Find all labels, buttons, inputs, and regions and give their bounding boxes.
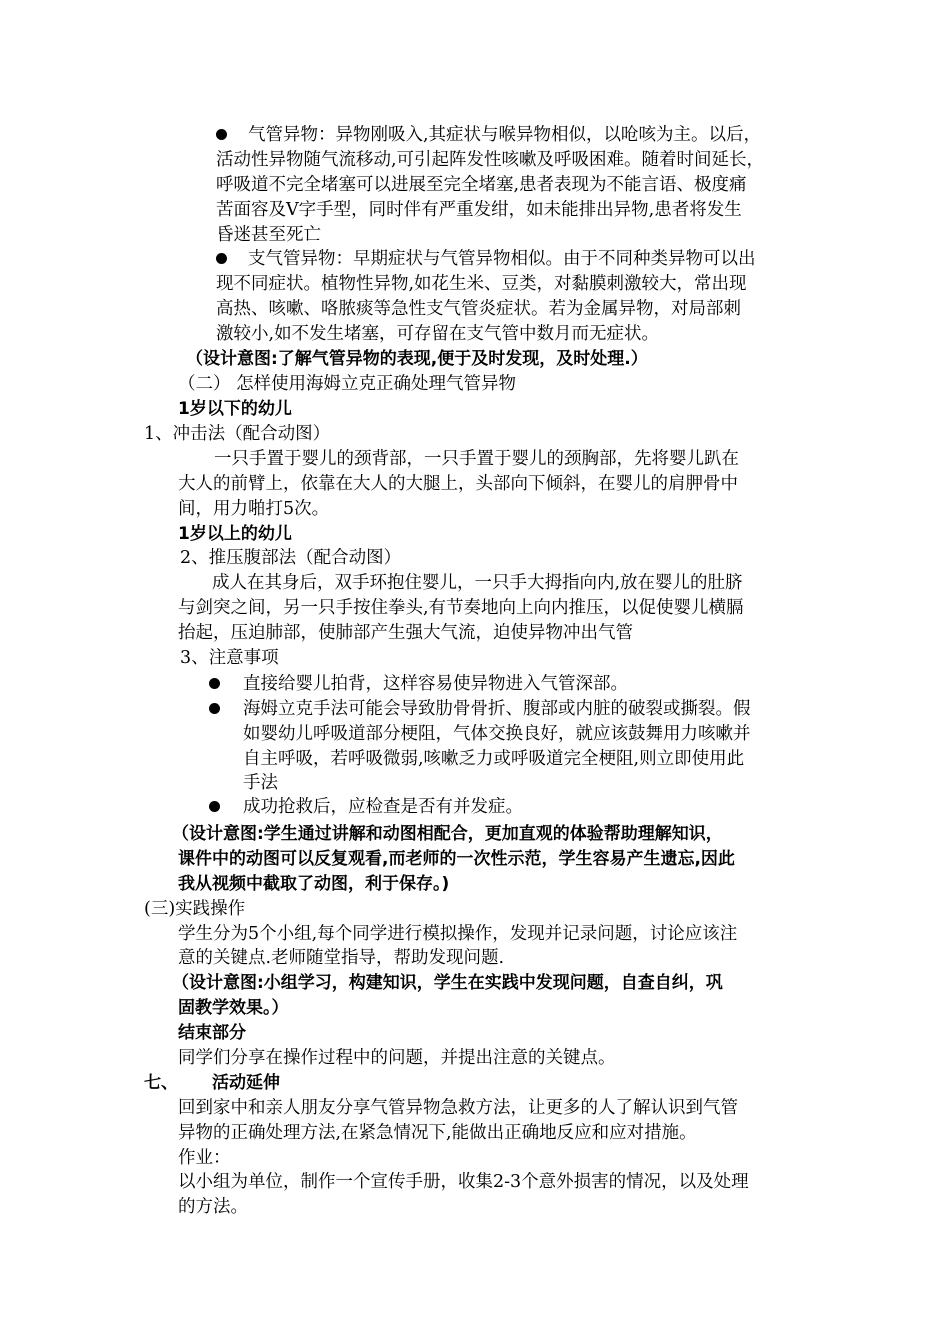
paragraph-line: 大人的前臂上，依靠在大人的大腿上，头部向下倾斜，在婴儿的肩胛骨中 <box>178 474 738 494</box>
paragraph-line: 苦面容及Ⅴ字手型，同时伴有严重发绀，如未能排出异物,患者将发生 <box>216 200 742 220</box>
design-intent-note: 课件中的动图可以反复观看,而老师的一次性示范，学生容易产生遗忘,因此 <box>178 849 735 869</box>
paragraph-line: 与剑突之间，另一只手按住拳头,有节奏地向上向内推压，以促使婴儿横膈 <box>178 598 744 618</box>
paragraph-line: 激较小,如不发生堵塞，可存留在支气管中数月而无症状。 <box>216 324 660 344</box>
bullet-icon <box>209 801 220 812</box>
paragraph-line: 支气管异物：早期症状与气管异物相似。由于不同种类异物可以出 <box>248 249 756 269</box>
paragraph-line: 成人在其身后，双手环抱住婴儿，一只手大拇指向内,放在婴儿的肚脐 <box>212 573 743 593</box>
paragraph-line: 现不同症状。植物性异物,如花生米、豆类，对黏膜刺激较大，常出现 <box>216 274 747 294</box>
design-intent-note: （设计意图:学生通过讲解和动图相配合，更加直观的体验帮助理解知识， <box>172 824 723 844</box>
paragraph-line: 同学们分享在操作过程中的问题，并提出注意的关键点。 <box>178 1048 616 1068</box>
subsection-heading: 1岁以上的幼儿 <box>178 524 292 544</box>
bullet-text: 海姆立克手法可能会导致肋骨骨折、腹部或内脏的破裂或撕裂。假 <box>243 699 751 719</box>
section-heading: 活动延伸 <box>212 1073 280 1093</box>
bullet-icon <box>216 129 227 140</box>
paragraph-line: 昏迷甚至死亡 <box>216 225 321 245</box>
paragraph-line: 活动性异物随气流移动,可引起阵发性咳嗽及呼吸困难。随着时间延长， <box>216 150 765 170</box>
item-heading: 1、冲击法（配合动图） <box>144 424 331 444</box>
paragraph-line: 间，用力啪打5次。 <box>178 499 330 519</box>
section-heading: （二） 怎样使用海姆立克正确处理气管异物 <box>178 374 517 394</box>
paragraph-line: 以小组为单位，制作一个宣传手册，收集2-3个意外损害的情况，以及处理 <box>178 1172 749 1192</box>
paragraph-line: 学生分为5个小组,每个同学进行模拟操作，发现并记录问题，讨论应该注 <box>178 924 738 944</box>
paragraph-line: 气管异物：异物刚吸入,其症状与喉异物相似，以呛咳为主。以后， <box>248 125 762 145</box>
bullet-icon <box>209 678 220 689</box>
design-intent-note: （设计意图:小组学习，构建知识，学生在实践中发现问题，自查自纠，巩 <box>172 973 723 993</box>
design-intent-note: （设计意图:了解气管异物的表现,便于及时发现，及时处理.） <box>186 349 648 369</box>
paragraph-line: 回到家中和亲人朋友分享气管异物急救方法，让更多的人了解认识到气管 <box>178 1098 738 1118</box>
bullet-icon <box>209 703 220 714</box>
section-number: 七、 <box>144 1073 178 1093</box>
design-intent-note: 固教学效果。） <box>178 998 289 1018</box>
bullet-text: 直接给婴儿拍背，这样容易使异物进入气管深部。 <box>243 674 628 694</box>
item-heading: 3、注意事项 <box>180 648 279 668</box>
paragraph-line: 高热、咳嗽、咯脓痰等急性支气管炎症状。若为金属异物，对局部刺 <box>216 299 741 319</box>
subsection-heading: 作业： <box>178 1148 231 1168</box>
item-heading: 2、推压腹部法（配合动图） <box>180 548 402 568</box>
paragraph-line: 的方法。 <box>178 1197 248 1217</box>
bullet-text: 自主呼吸，若呼吸微弱,咳嗽乏力或呼吸道完全梗阻,则立即使用此 <box>243 749 745 769</box>
bullet-text: 成功抢救后，应检查是否有并发症。 <box>243 797 523 817</box>
paragraph-line: 抬起，压迫肺部，使肺部产生强大气流，迫使异物冲出气管 <box>178 623 633 643</box>
section-heading: (三)实践操作 <box>144 899 246 919</box>
subsection-heading: 结束部分 <box>178 1023 246 1043</box>
bullet-text: 如婴幼儿呼吸道部分梗阻，气体交换良好，就应该鼓舞用力咳嗽并 <box>243 724 751 744</box>
paragraph-line: 意的关键点.老师随堂指导，帮助发现问题. <box>178 948 505 968</box>
subsection-heading: 1岁以下的幼儿 <box>178 399 292 419</box>
paragraph-line: 呼吸道不完全堵塞可以进展至完全堵塞,患者表现为不能言语、极度痛 <box>216 175 747 195</box>
paragraph-line: 一只手置于婴儿的颈背部，一只手置于婴儿的颈胸部，先将婴儿趴在 <box>214 449 739 469</box>
design-intent-note: 我从视频中截取了动图，利于保存。) <box>178 874 450 894</box>
paragraph-line: 异物的正确处理方法,在紧急情况下,能做出正确地反应和应对措施。 <box>178 1123 697 1143</box>
bullet-text: 手法 <box>243 773 278 793</box>
bullet-icon <box>216 253 227 264</box>
